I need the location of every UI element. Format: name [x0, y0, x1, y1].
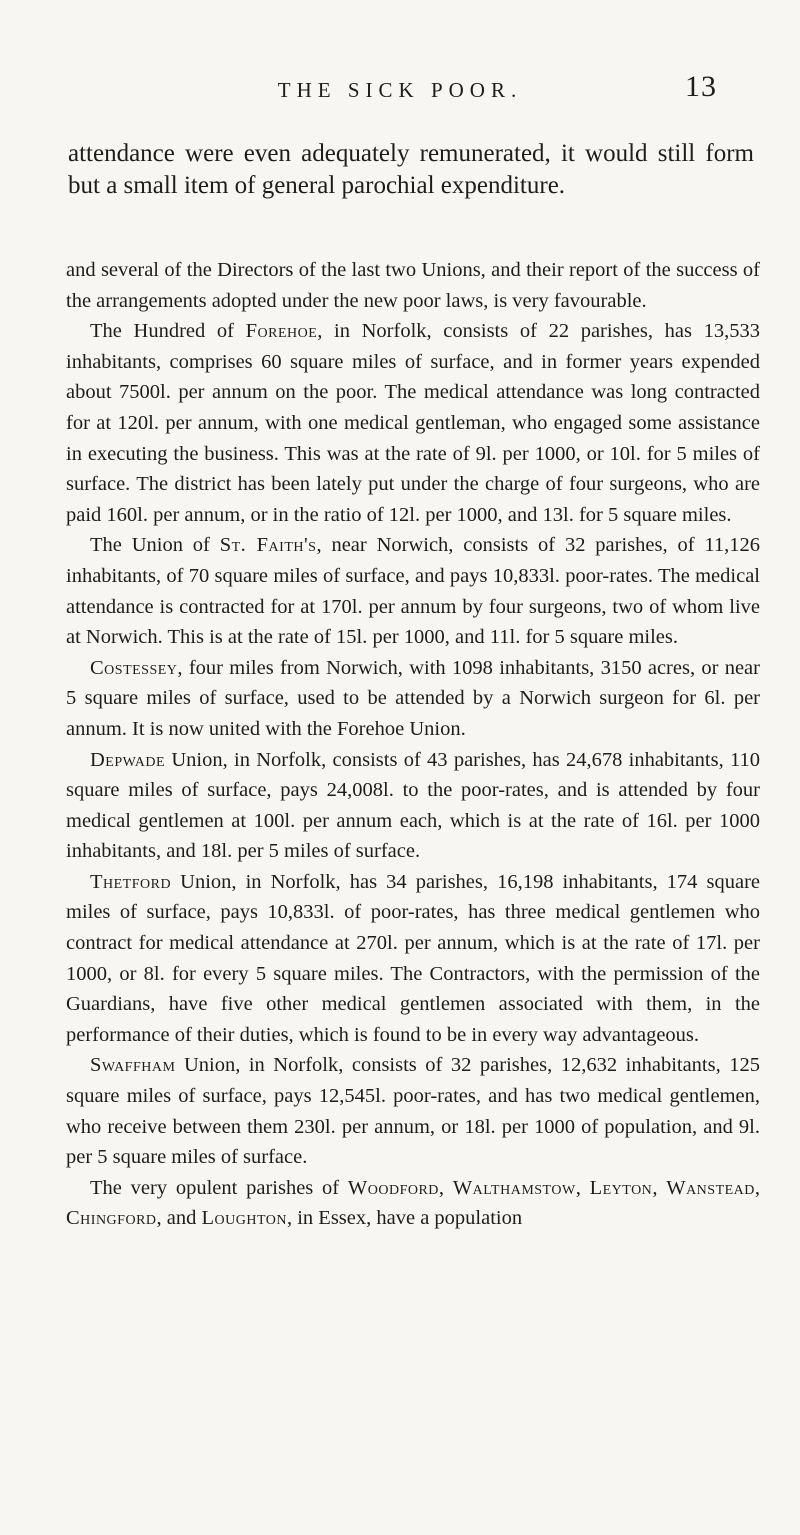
main-text	[66, 255, 760, 1234]
place-name: Forehoe	[245, 320, 318, 343]
place-name: Woodford	[347, 1176, 439, 1199]
place-name: Chingford	[66, 1207, 157, 1230]
place-name: Wanstead	[666, 1176, 755, 1199]
page-number: 13	[685, 70, 717, 103]
place-name: St. Faith's	[219, 534, 317, 557]
paragraph-costessey: Costessey, four miles from Norwich, with 1098 inhabitants, 3150 acres, or near 5 square miles of surface, used to be attended by a Norwich surgeon for 6l. per annum. It is now united with the Forehoe Union.	[66, 656, 760, 740]
paragraph-st-faiths: The Union of St. Faith's, near Norwich, consists of 32 parishes, of 11,126 inhabitants, of 70 square miles of surface, and pays 10,833l. poor-rates. The medical attendance is contracted for at 170l. per annum by four surgeons, two of whom live at Norwich. This is at the rate of 15l. per 1000, and 11l. for 5 square miles.	[66, 534, 760, 649]
place-name: Leyton	[589, 1176, 653, 1199]
paragraph-directors: and several of the Directors of the last two Unions, and their report of the success of the arrangements adopted under the new poor laws, is very favourable.	[66, 259, 760, 312]
paragraph-forehoe: The Hundred of Forehoe, in Norfolk, consists of 22 parishes, has 13,533 inhabitants, comprises 60 square miles of surface, and in former years expended about 7500l. per annum on the poor. The medical attendance was long contracted for at 120l. per annum, with one medical gentleman, who engaged some assistance in executing the business. This was at the rate of 9l. per 1000, or 10l. for 5 miles of surface. The district has been lately put under the charge of four surgeons, who are paid 160l. per annum, or in the ratio of 12l. per 1000, and 13l. for 5 square miles.	[66, 320, 760, 526]
carryover-paragraph: attendance were even adequately remunerated, it would still form but a small item of general parochial expenditure.	[68, 140, 754, 199]
place-name: Swaffham	[90, 1054, 176, 1077]
running-title: THE SICK POOR.	[277, 78, 523, 102]
place-name: Walthamstow	[452, 1176, 576, 1199]
paragraph-swaffham: Swaffham Union, in Norfolk, consists of 32 parishes, 12,632 inhabitants, 125 square miles of surface, pays 12,545l. poor-rates, and has two medical gentlemen, who receive between them 230l. per annum, or 18l. per 1000 of population, and 9l. per 5 square miles of surface.	[66, 1054, 760, 1169]
place-name: Thetford	[90, 870, 172, 893]
place-name: Costessey	[90, 656, 178, 679]
place-name: Loughton	[201, 1207, 287, 1230]
paragraph-thetford: Thetford Union, in Norfolk, has 34 parishes, 16,198 inhabitants, 174 square miles of surface, pays 10,833l. of poor-rates, has three medical gentlemen who contract for medical attendance at 270l. per annum, which is at the rate of 17l. per 1000, or 8l. for every 5 square miles. The Contractors, with the permission of the Guardians, have five other medical gentlemen associated with them, in the performance of their duties, which is found to be in every way advantageous.	[66, 870, 760, 1046]
place-name: Depwade	[90, 748, 166, 771]
paragraph-depwade: Depwade Union, in Norfolk, consists of 43 parishes, has 24,678 inhabitants, 110 square miles of surface, pays 24,008l. to the poor-rates, and is attended by four medical gentlemen at 100l. per annum each, which is at the rate of 16l. per 1000 inhabitants, and 18l. per 5 miles of surface.	[66, 748, 760, 863]
paragraph-essex-parishes: The very opulent parishes of Woodford, Walthamstow, Leyton, Wanstead, Chingford, and Loughton, in Essex, have a population	[66, 1176, 761, 1230]
